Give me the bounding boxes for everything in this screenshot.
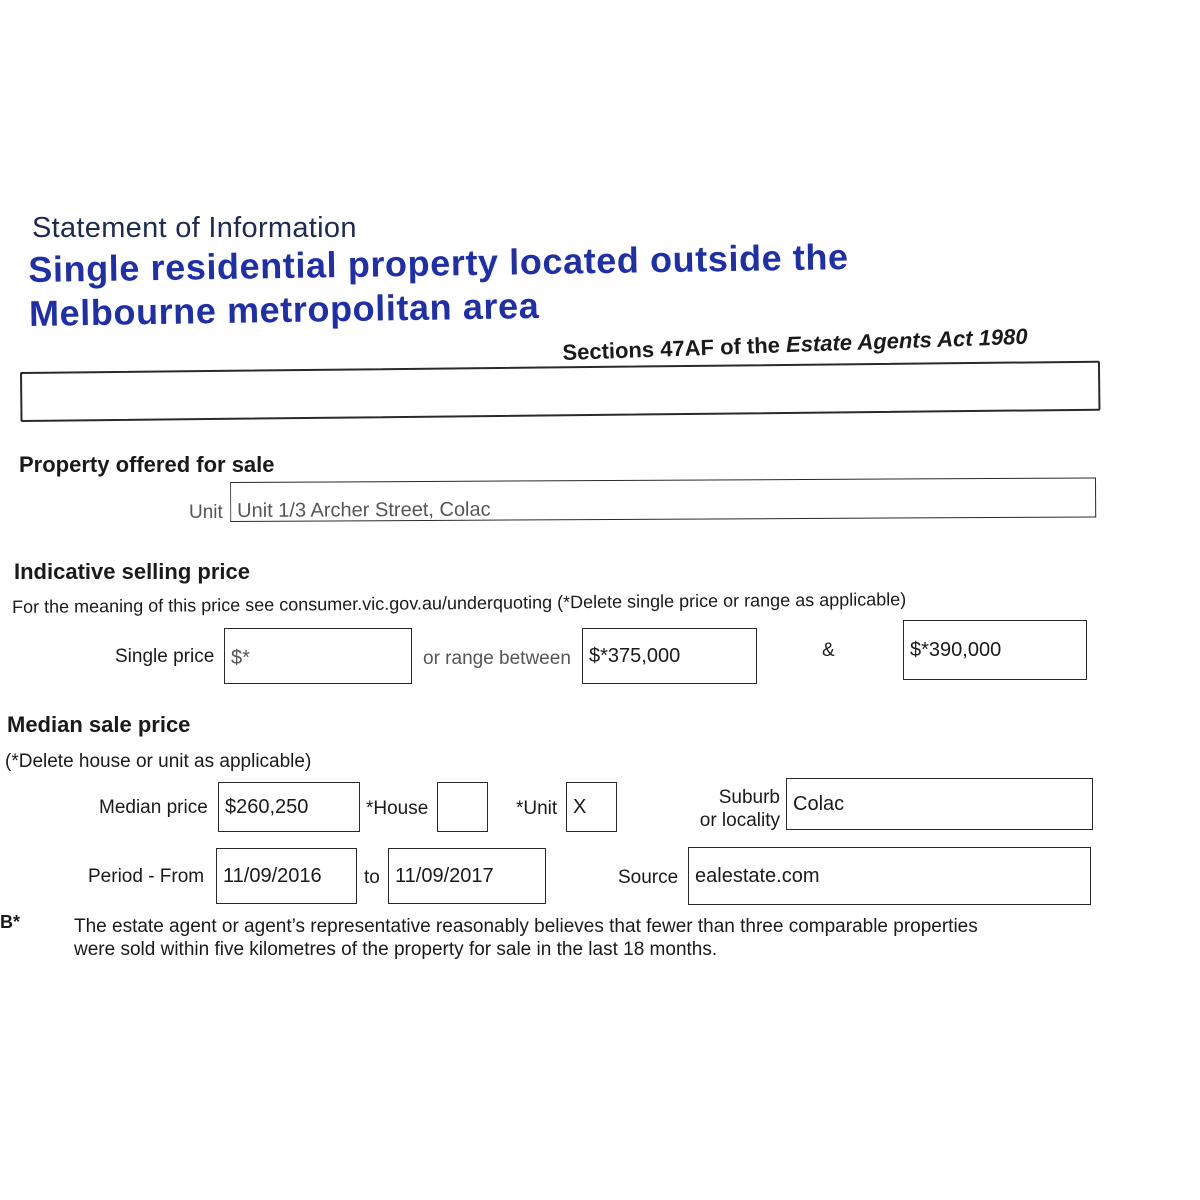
single-price-field[interactable] [224,628,412,684]
suburb-label [690,786,780,832]
single-price-label: Single price [115,646,215,667]
suburb-label-line-1: Suburb [718,787,780,808]
unit-value: X [573,795,587,818]
period-to-value: 11/09/2017 [395,865,494,887]
indicative-note: For the meaning of this price see consumer.vic.gov.au/underquoting (*Delete single price or range as applicable) [12,589,907,617]
footnote-line-2: were sold within five kilometres of the property for sale in the last 18 months. [74,939,718,960]
address-field[interactable] [230,477,1096,522]
agency-banner-box [20,361,1100,422]
house-label: *House [366,798,429,819]
act-name: Estate Agents Act 1980 [785,323,1029,358]
range-high-field[interactable] [903,620,1087,680]
range-low-field[interactable] [582,628,757,684]
property-heading: Property offered for sale [19,452,275,477]
suburb-label-line-2: or locality [699,810,780,831]
source-label: Source [618,867,679,888]
median-price-value: $260,250 [225,795,309,818]
suburb-value: Colac [793,792,845,815]
period-to-label: to [364,867,380,888]
document-heading [28,234,929,336]
address-value: Unit 1/3 Archer Street, Colac [237,498,491,522]
house-checkbox[interactable] [437,782,488,832]
footnote-text [74,915,978,961]
document-title: Statement of Information [32,212,357,244]
heading-line-1: Single residential property located outside the [28,236,849,290]
single-price-value: $* [231,647,250,669]
median-heading: Median sale price [7,712,191,737]
heading-line-2: Melbourne metropolitan area [28,284,540,334]
median-note: (*Delete house or unit as applicable) [5,751,312,772]
source-field[interactable] [688,847,1091,905]
range-low-value: $*375,000 [589,644,681,667]
address-label: Unit [189,502,223,523]
sections-prefix: Sections 47AF of the [562,332,787,365]
legislation-reference [562,324,1028,366]
range-label: or range between [423,648,571,669]
period-from-field[interactable] [216,848,357,904]
suburb-field[interactable] [786,778,1093,830]
median-price-field[interactable] [218,782,360,832]
footnote-line-1: The estate agent or agent’s representative reasonably believes that fewer than three comparable properties [74,916,978,937]
period-from-value: 11/09/2016 [223,865,322,887]
indicative-heading: Indicative selling price [14,559,250,584]
range-ampersand: & [822,640,835,661]
source-value: ealestate.com [695,864,820,887]
period-from-label: Period - From [88,866,205,887]
unit-label: *Unit [516,798,558,819]
range-high-value: $*390,000 [910,638,1002,661]
unit-checkbox[interactable] [566,782,617,832]
period-to-field[interactable] [388,848,546,904]
median-price-label: Median price [99,797,208,818]
footnote-marker: B* [0,912,21,932]
